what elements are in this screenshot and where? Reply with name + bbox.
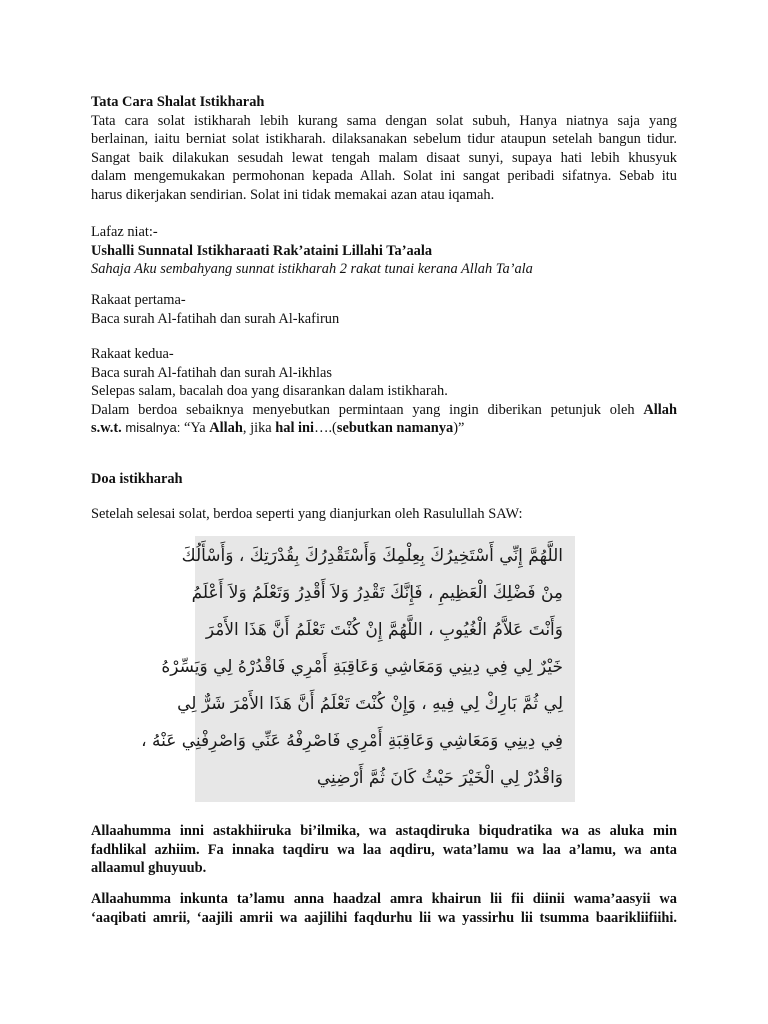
intro-line: berlainan, iaitu berniat solat istikharah. dilaksanakan sebelum tidur ataupun setelah bangun tidur.	[91, 131, 677, 148]
arabic-line: وَأَنْتَ عَلاَّمُ الْغُيُوبِ ، اللَّهُمَّ إِنْ كُنْتَ تَعْلَمُ أَنَّ هَذَا الأَمْرَ	[205, 620, 563, 640]
intro-line: harus dikerjakan sendirian. Solat ini tidak memakai azan atau iqamah.	[91, 186, 495, 203]
advice-line-2	[91, 419, 677, 438]
advice-hal-ini: hal ini	[275, 420, 315, 437]
rakaat-pertama-section	[91, 291, 677, 328]
arabic-line: لِي ثُمَّ بَارِكْ لِي فِيهِ ، وَإِنْ كُنْتَ تَعْلَمُ أَنَّ هَذَا الأَمْرَ شَرٌّ لِي	[177, 694, 563, 714]
lafaz-niat: Ushalli Sunnatal Istikharaati Rak’ataini Lillahi Ta’aala	[91, 242, 433, 259]
rakaat-kedua-label: Rakaat kedua-	[91, 346, 174, 362]
arabic-prayer-box	[141, 536, 575, 802]
advice-quote-allah: Allah	[209, 420, 243, 437]
advice-sebutkan: sebutkan namanya	[336, 420, 454, 437]
intro-line: Sangat baik dilakukan sesudah lewat tengah malam disaat sunyi, supaya hati lebih khusyuk	[91, 149, 677, 166]
advice-swt: s.w.t.	[91, 420, 122, 437]
transliteration-line: allaamul ghuyuub.	[91, 860, 207, 877]
intro-line: dalam mengemukakan permohonan kepada Allah. Solat ini sangat peribadi sifatnya. Sebab itu	[91, 168, 677, 185]
doa-heading-section	[91, 470, 677, 489]
advice-start: Dalam berdoa sebaiknya menyebutkan permintaan yang ingin diberikan petunjuk oleh	[91, 401, 635, 418]
after-salam-text: Selepas salam, bacalah doa yang disarankan dalam istikharah.	[91, 383, 448, 400]
advice-dots: ….(	[314, 420, 337, 437]
lafaz-label: Lafaz niat:-	[91, 224, 158, 240]
page-title: Tata Cara Shalat Istikharah	[91, 94, 265, 110]
doa-heading: Doa istikharah	[91, 471, 183, 487]
advice-misalnya: misalnya:	[125, 420, 181, 436]
intro-line: Tata cara solat istikharah lebih kurang sama dengan solat subuh, Hanya niatnya saja yang	[91, 112, 677, 129]
advice-allah: Allah	[643, 401, 677, 418]
intro-section	[91, 93, 677, 205]
arabic-line: اللَّهُمَّ إِنِّي أَسْتَخِيرُكَ بِعِلْمِكَ وَأَسْتَقْدِرُكَ بِقُدْرَتِكَ ، وَأَسْأَلُكَ	[181, 546, 563, 566]
advice-close: )”	[453, 420, 465, 437]
rakaat-pertama-text: Baca surah Al-fatihah dan surah Al-kafirun	[91, 310, 340, 327]
arabic-line: مِنْ فَضْلِكَ الْعَظِيمِ ، فَإِنَّكَ تَقْدِرُ وَلاَ أَقْدِرُ وَتَعْلَمُ وَلاَ أَعْلَمُ	[191, 583, 563, 603]
rakaat-kedua-section	[91, 345, 677, 438]
doa-intro-section	[91, 505, 677, 524]
transliteration-1	[91, 822, 677, 878]
rakaat-pertama-label: Rakaat pertama-	[91, 292, 186, 308]
transliteration-2	[91, 890, 677, 927]
lafaz-section	[91, 223, 677, 279]
doa-intro: Setelah selesai solat, berdoa seperti yang dianjurkan oleh Rasulullah SAW:	[91, 506, 523, 522]
rakaat-kedua-text: Baca surah Al-fatihah dan surah Al-ikhlas	[91, 364, 332, 381]
arabic-line: خَيْرٌ لِي فِي دِينِي وَمَعَاشِي وَعَاقِبَةِ أَمْرِي فَاقْدُرْهُ لِي وَيَسِّرْهُ	[161, 657, 563, 677]
transliteration-line: fadhlikal azhiim. Fa innaka taqdiru wa laa aqdiru, wata’lamu wa laa a’lamu, wa anta	[91, 841, 677, 858]
arabic-line: وَاقْدُرْ لِي الْخَيْرَ حَيْثُ كَانَ ثُمَّ أَرْضِنِي	[316, 768, 563, 788]
advice-quote-open: “Ya	[183, 420, 206, 437]
advice-jika: , jika	[242, 420, 272, 437]
transliteration-line: Allaahumma inkunta ta’lamu anna haadzal amra khairun lii fii diinii wama’aasyii wa	[91, 891, 677, 907]
arabic-line: فِي دِينِي وَمَعَاشِي وَعَاقِبَةِ أَمْرِي فَاصْرِفْهُ عَنِّي وَاصْرِفْنِي عَنْهُ ،	[141, 731, 563, 751]
transliteration-line: Allaahumma inni astakhiiruka bi’ilmika, wa astaqdiruka biqudratika wa as aluka min	[91, 823, 677, 839]
advice-line-1	[91, 401, 677, 420]
transliteration-line: ‘aaqibati amrii, ‘aajili amrii wa aajilihi faqdurhu lii wa yassirhu lii tsumma baarikliifiihi.	[91, 909, 677, 926]
lafaz-translation: Sahaja Aku sembahyang sunnat istikharah 2 rakat tunai kerana Allah Ta’ala	[91, 261, 533, 278]
